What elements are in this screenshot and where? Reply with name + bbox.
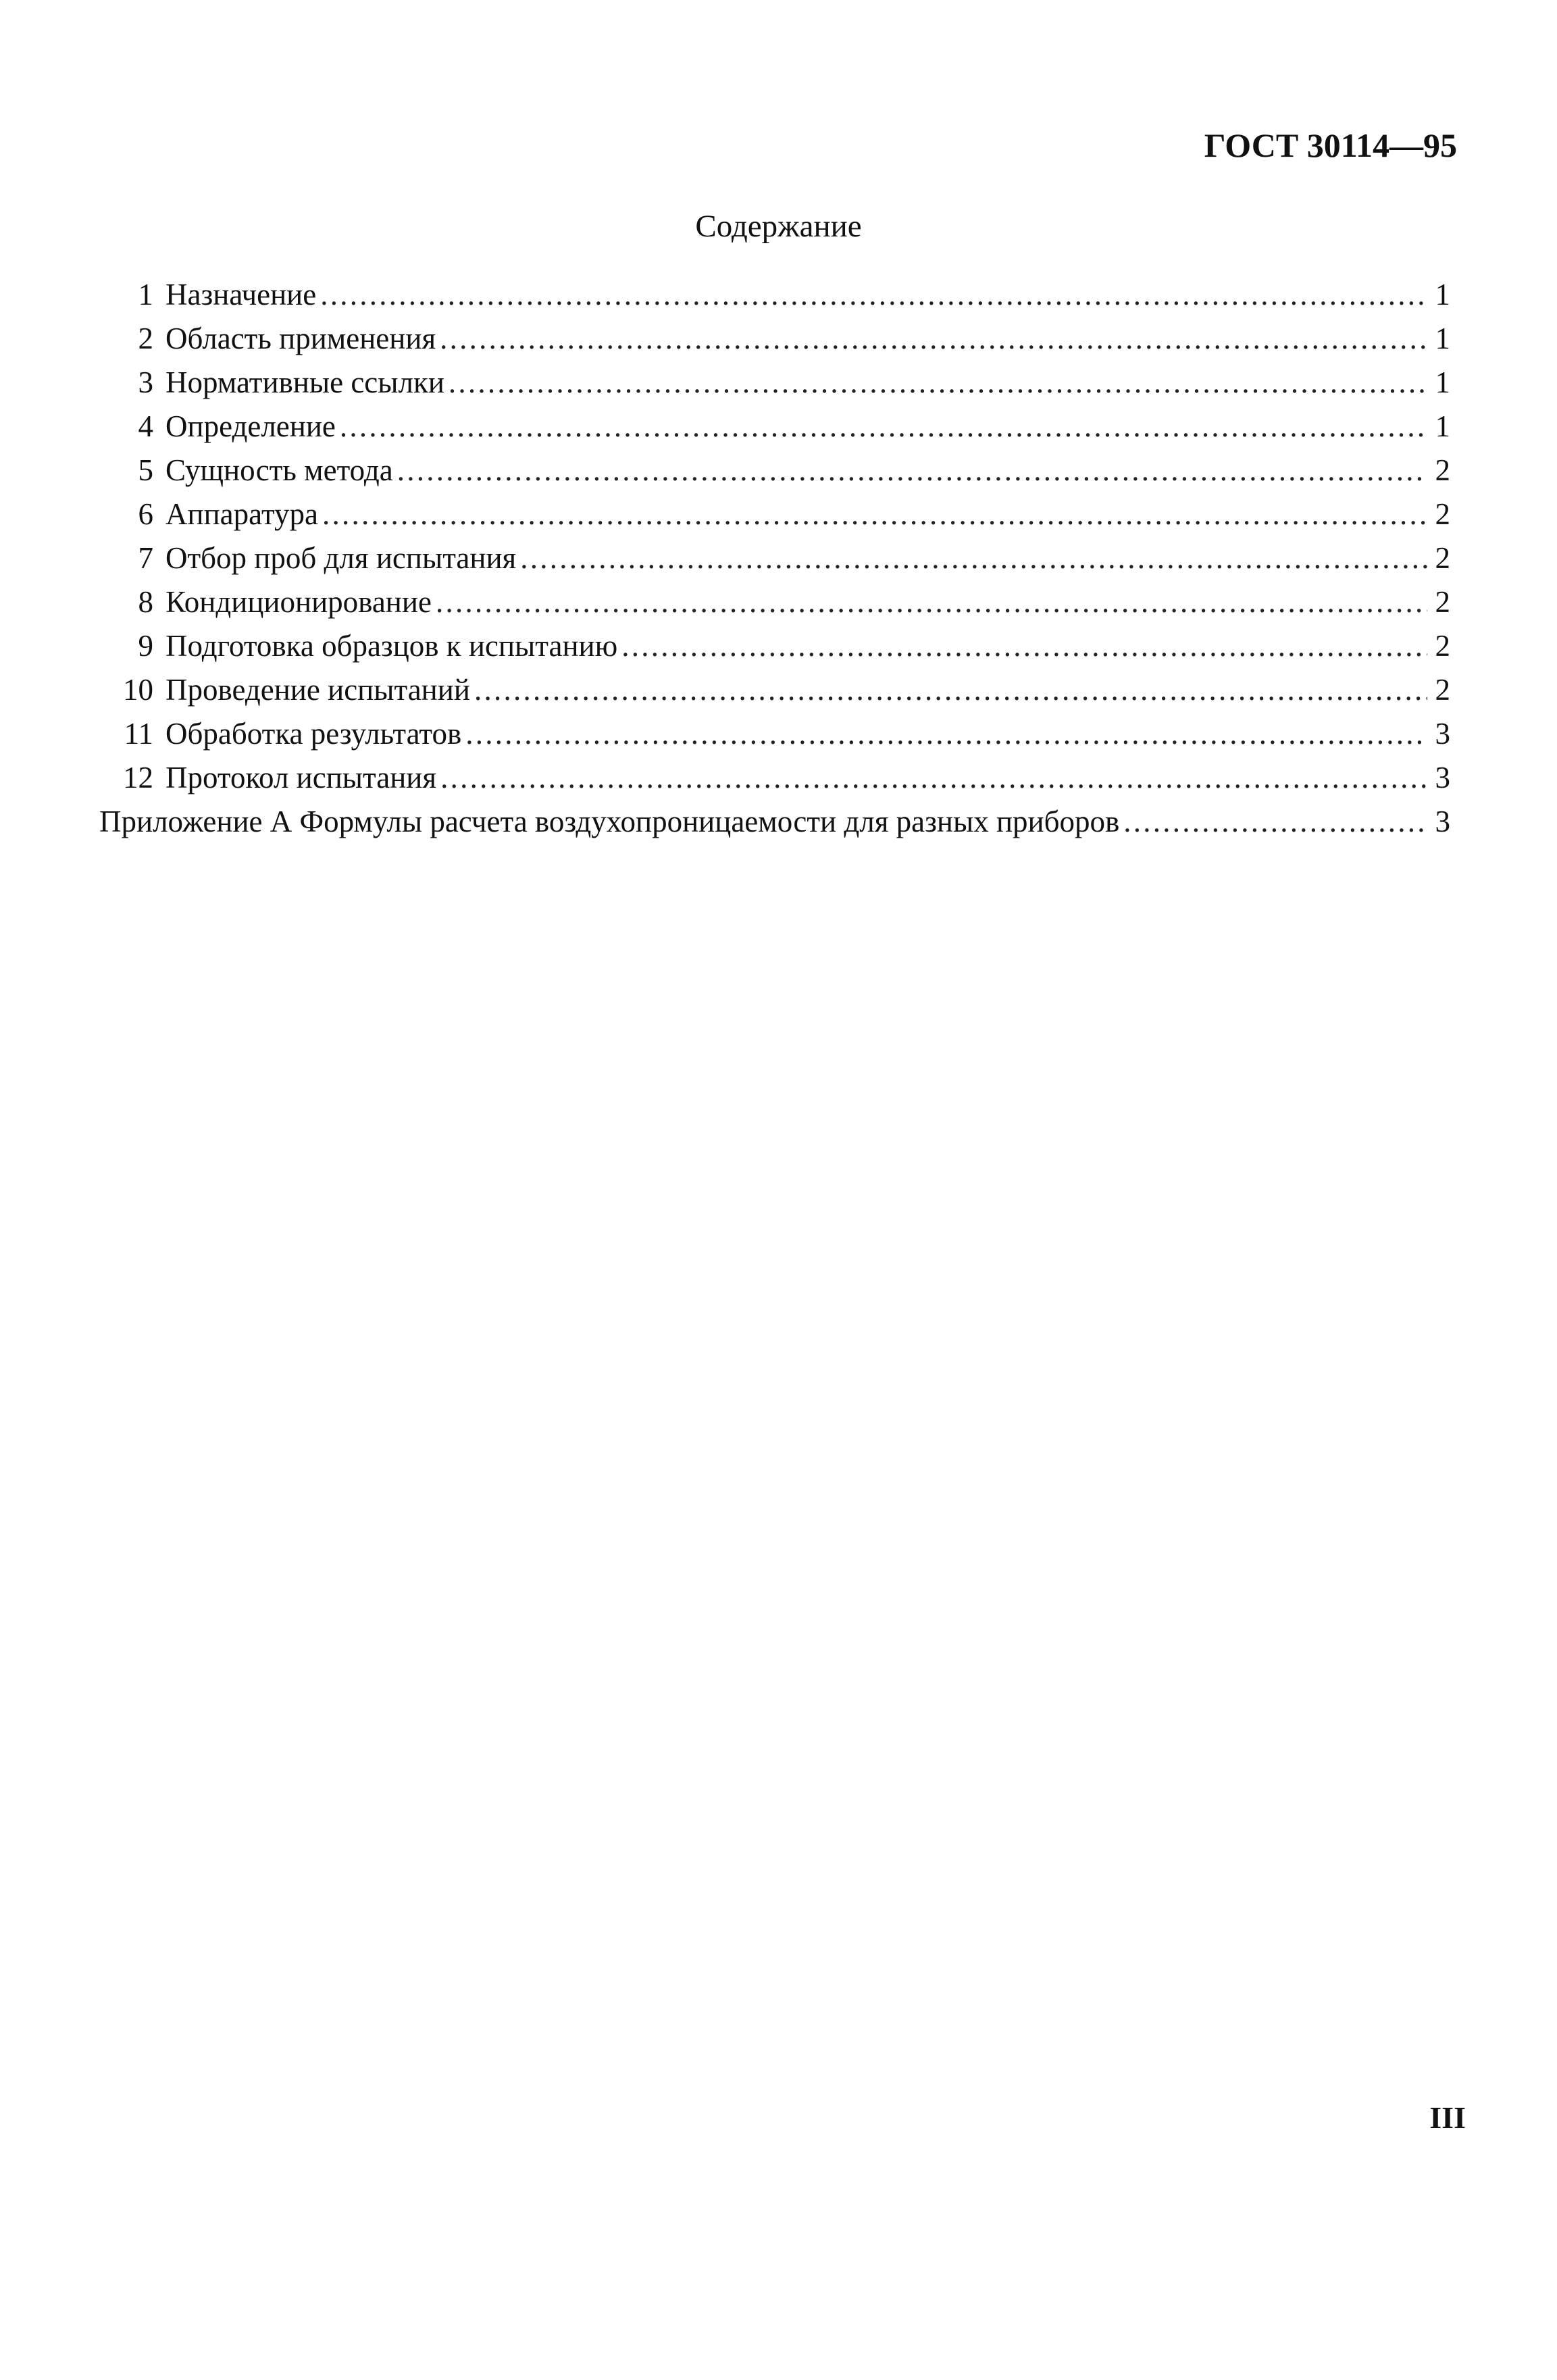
toc-entry-page: 1 — [1435, 278, 1450, 311]
toc-entry-title: Аппаратура — [165, 497, 318, 531]
toc-entry-title: Область применения — [165, 322, 436, 355]
toc-entry-title: Нормативные ссылки — [165, 365, 444, 399]
toc-entry-page: 2 — [1435, 673, 1450, 707]
toc-entry — [99, 712, 1450, 756]
toc-entry-page: 2 — [1435, 453, 1450, 487]
toc-entry-page: 3 — [1435, 717, 1450, 751]
toc-entry — [99, 317, 1450, 361]
toc-entry-page: 2 — [1435, 629, 1450, 663]
toc-entry-number: 8 — [138, 585, 153, 619]
toc-entry-title: Сущность метода — [165, 453, 393, 487]
page-number: III — [1429, 2100, 1466, 2135]
toc-entry-number: 7 — [138, 541, 153, 575]
toc-entry-title: Протокол испытания — [165, 761, 437, 794]
toc-entry — [99, 273, 1450, 317]
toc-appendix-page: 3 — [1435, 805, 1450, 838]
toc-entry — [99, 624, 1450, 668]
toc-dot-leader — [440, 756, 1427, 800]
toc-entry — [99, 492, 1450, 536]
toc-entry — [99, 756, 1450, 800]
toc-entry-page: 2 — [1435, 541, 1450, 575]
toc-entry-page: 2 — [1435, 585, 1450, 619]
toc-entry-number: 10 — [123, 673, 153, 707]
toc-entry-page: 1 — [1435, 322, 1450, 355]
toc-entry — [99, 361, 1450, 405]
toc-entry-title: Проведение испытаний — [165, 673, 470, 707]
toc-entry-title: Обработка результатов — [165, 717, 462, 751]
toc-entry — [99, 536, 1450, 580]
toc-dot-leader — [465, 712, 1427, 756]
toc-entry-number: 9 — [138, 629, 153, 663]
toc-dot-leader — [436, 580, 1427, 624]
toc-dot-leader — [320, 273, 1427, 317]
toc-entry — [99, 580, 1450, 624]
toc-dot-leader — [397, 449, 1427, 492]
toc-dot-leader — [1123, 800, 1427, 844]
toc-dot-leader — [322, 492, 1427, 536]
toc-entry-number: 12 — [123, 761, 153, 794]
toc-entry-title: Назначение — [165, 278, 317, 311]
toc-entry — [99, 449, 1450, 492]
toc-entry-number: 11 — [124, 717, 153, 751]
toc-appendix-title: Приложение А Формулы расчета воздухопроницаемости для разных приборов — [99, 805, 1120, 838]
toc-dot-leader — [449, 361, 1427, 405]
contents-heading: Содержание — [695, 209, 862, 244]
toc-entry-page: 1 — [1435, 409, 1450, 443]
toc-entry — [99, 668, 1450, 712]
toc-entry-number: 4 — [138, 409, 153, 443]
toc-entry-number: 6 — [138, 497, 153, 531]
document-code: ГОСТ 30114—95 — [1204, 126, 1457, 164]
toc-entry-title: Подготовка образцов к испытанию — [165, 629, 618, 663]
toc-entry-number: 3 — [138, 365, 153, 399]
toc-appendix-entry — [99, 800, 1450, 844]
toc-dot-leader — [621, 624, 1427, 668]
toc-entry-number: 1 — [138, 278, 153, 311]
toc-entry-title: Определение — [165, 409, 336, 443]
toc-entry-title: Отбор проб для испытания — [165, 541, 517, 575]
toc-dot-leader — [520, 536, 1427, 580]
toc-dot-leader — [340, 405, 1427, 449]
toc-entry-page: 3 — [1435, 761, 1450, 794]
toc-entry-number: 5 — [138, 453, 153, 487]
toc-entry-page: 2 — [1435, 497, 1450, 531]
toc-dot-leader — [474, 668, 1427, 712]
toc-entry — [99, 405, 1450, 449]
toc-entry-page: 1 — [1435, 365, 1450, 399]
toc-dot-leader — [440, 317, 1427, 361]
toc-entry-title: Кондиционирование — [165, 585, 432, 619]
table-of-contents — [99, 273, 1450, 844]
toc-entry-number: 2 — [138, 322, 153, 355]
